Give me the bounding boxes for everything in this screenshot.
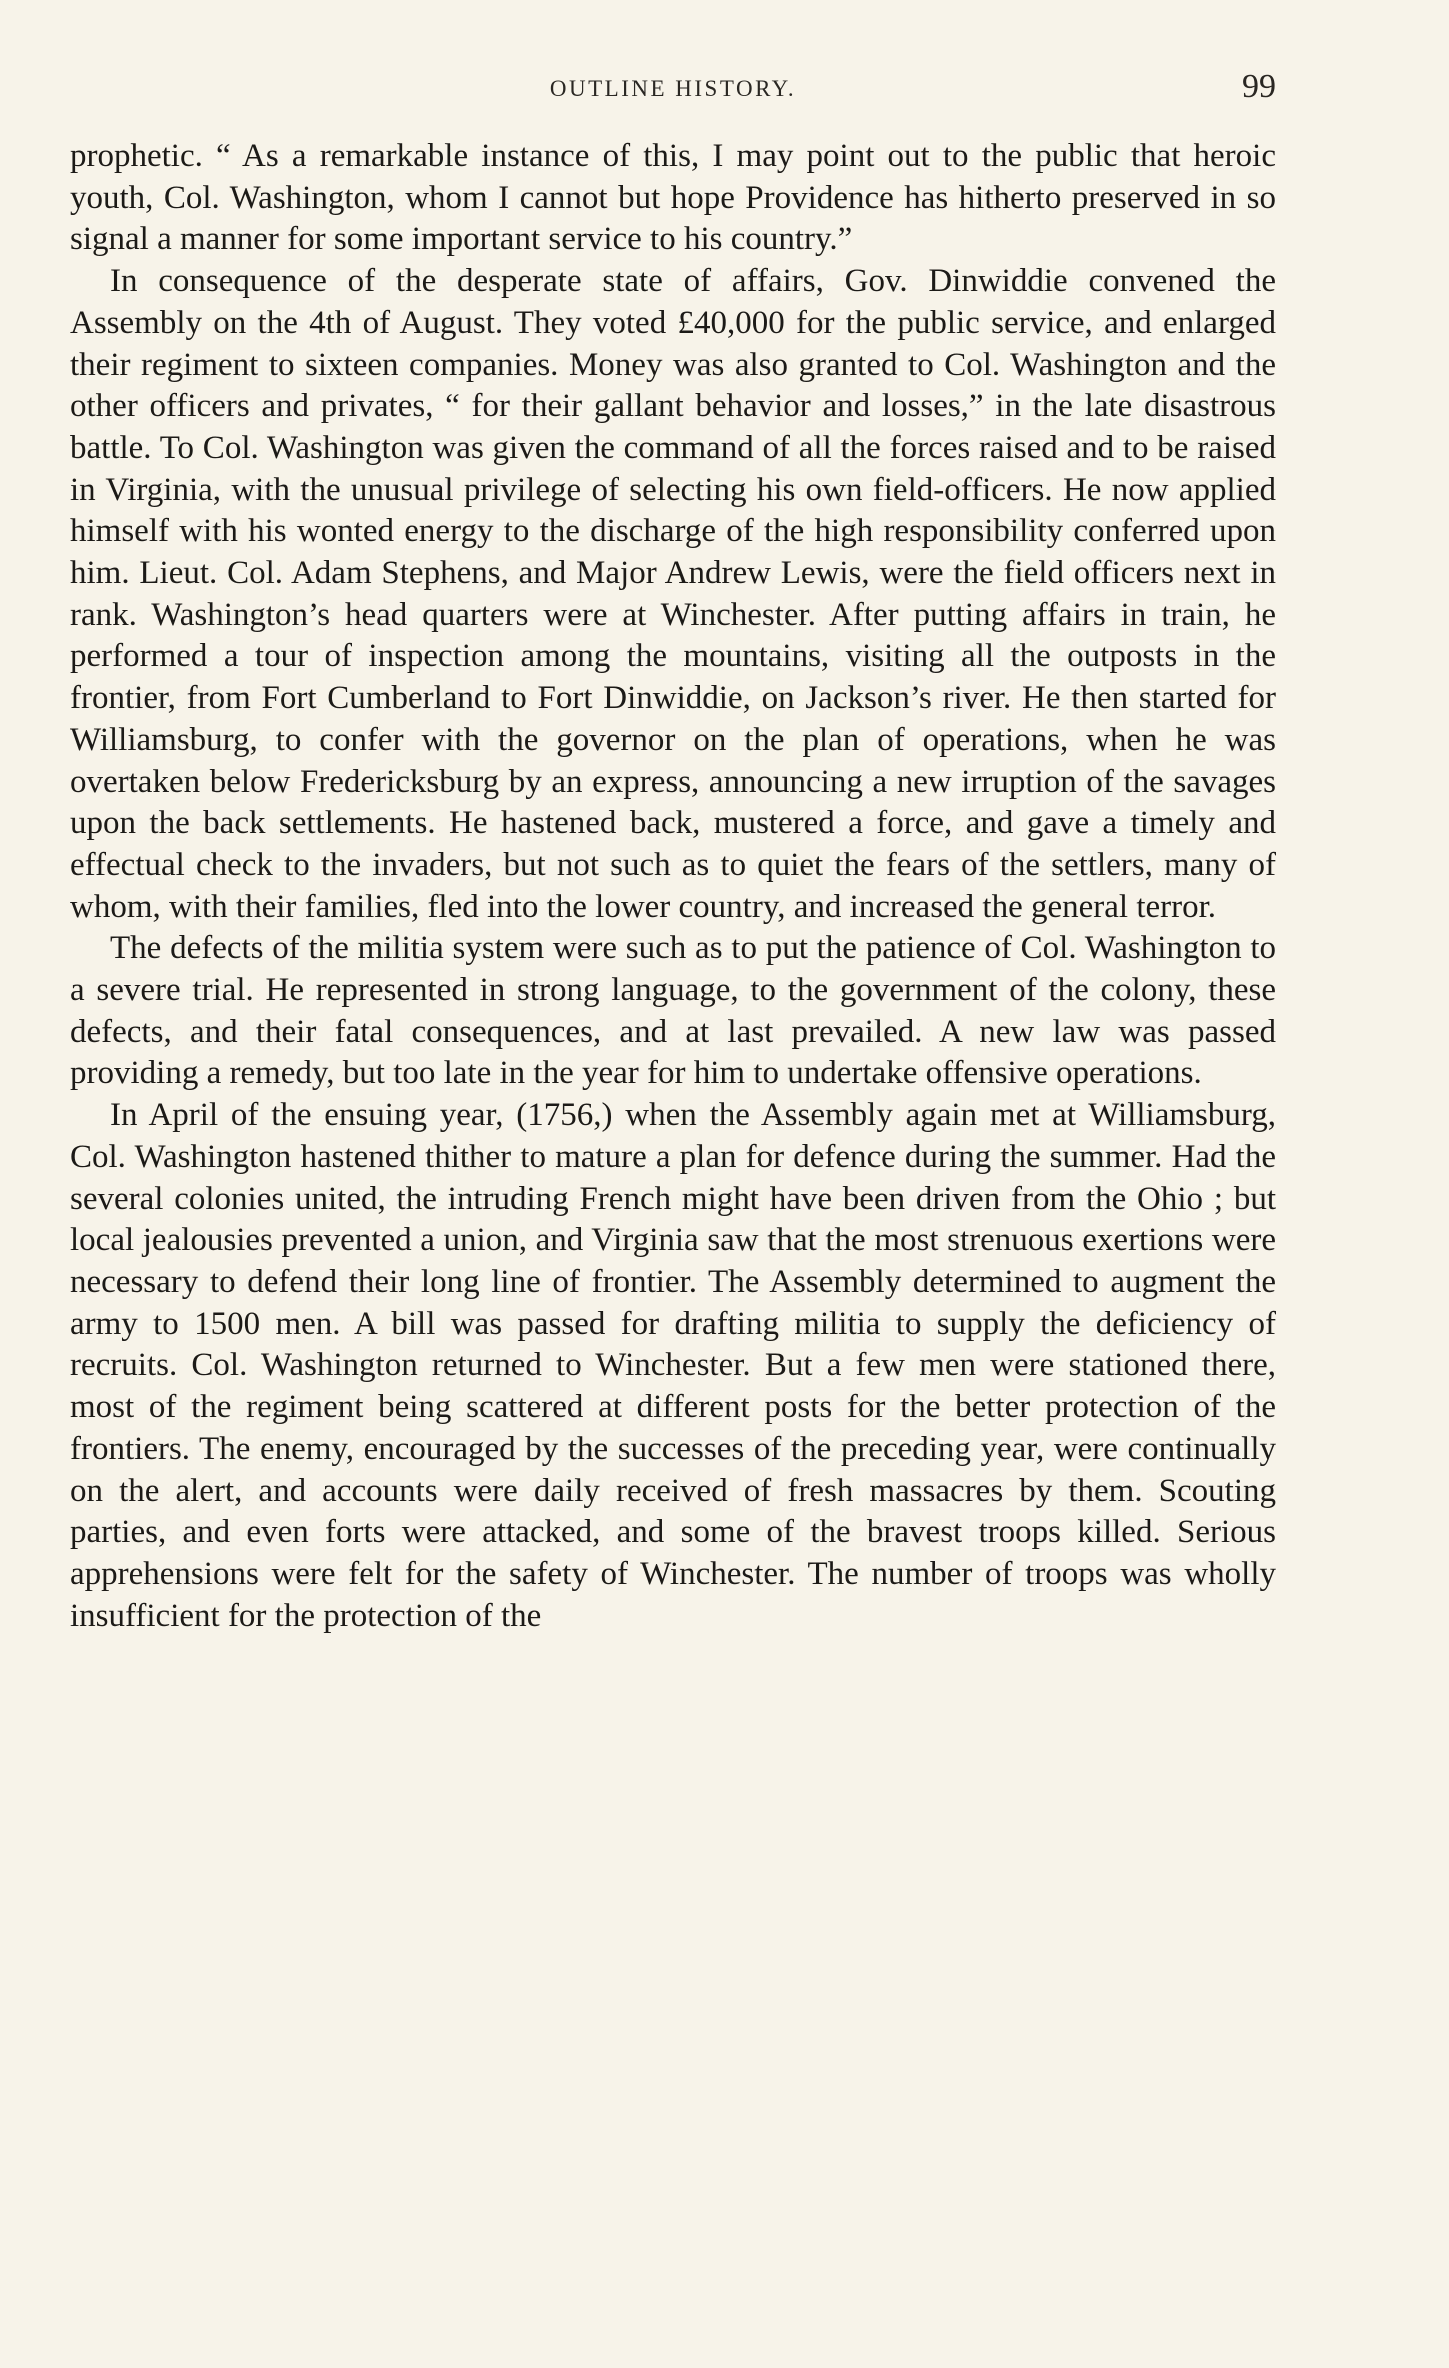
paragraph-continued: prophetic. “ As a remarkable instance of this, I may point out to the public that heroic youth, Col. Washington, whom I cannot but hope Providence has hitherto preserved in so signal a manner for some important service to his country.” — [70, 138, 1276, 258]
running-title: OUTLINE HISTORY. — [549, 76, 797, 101]
body-text — [70, 136, 1276, 1637]
paragraph-dinwiddie-assembly: In consequence of the desperate state of affairs, Gov. Dinwiddie convened the Assembly on the 4th of August. They voted £40,000 for the public service, and enlarged their regiment to sixteen companies. Money was also granted to Col. Washington and the other officers and privates, “ for their gallant behavior and losses,” in the late disastrous battle. To Col. Washington was given the command of all the forces raised and to be raised in Virginia, with the unusual privilege of selecting his own field-officers. He now applied himself with his wonted energy to the discharge of the high responsibility conferred upon him. Lieut. Col. Adam Stephens, and Major Andrew Lewis, were the field officers next in rank. Washington’s head quarters were at Winchester. After putting affairs in train, he performed a tour of inspection among the mountains, visiting all the outposts in the frontier, from Fort Cumberland to Fort Dinwiddie, on Jackson’s river. He then started for Williamsburg, to confer with the governor on the plan of operations, when he was overtaken below Fredericksburg by an express, announcing a new irruption of the savages upon the back settlements. He hastened back, mustered a force, and gave a timely and effectual check to the invaders, but not such as to quiet the fears of the settlers, many of whom, with their families, fled into the lower country, and increased the general terror. — [70, 263, 1276, 925]
running-header — [70, 68, 1276, 116]
paragraph-militia-defects: The defects of the militia system were such as to put the patience of Col. Washington to a severe trial. He represented in strong language, to the government of the colony, these defects, and their fatal consequences, and at last prevailed. A new law was passed providing a remedy, but too late in the year for him to undertake offensive operations. — [70, 930, 1276, 1092]
book-page — [70, 68, 1276, 1637]
paragraph-april-1756: In April of the ensuing year, (1756,) when the Assembly again met at Williamsburg, Col. Washington hastened thither to mature a plan for defence during the summer. Had the several colonies united, the intruding French might have been driven from the Ohio ; but local jealousies prevented a union, and Virginia saw that the most strenuous exertions were necessary to defend their long line of frontier. The Assembly determined to augment the army to 1500 men. A bill was passed for drafting militia to supply the deficiency of recruits. Col. Washington returned to Winchester. But a few men were stationed there, most of the regiment being scattered at different posts for the better protection of the frontiers. The enemy, encouraged by the successes of the preceding year, were continually on the alert, and accounts were daily received of fresh massacres by them. Scouting parties, and even forts were attacked, and some of the bravest troops killed. Serious apprehensions were felt for the safety of Winchester. The number of troops was wholly insufficient for the protection of the — [70, 1097, 1276, 1634]
page-number: 99 — [1242, 68, 1276, 105]
